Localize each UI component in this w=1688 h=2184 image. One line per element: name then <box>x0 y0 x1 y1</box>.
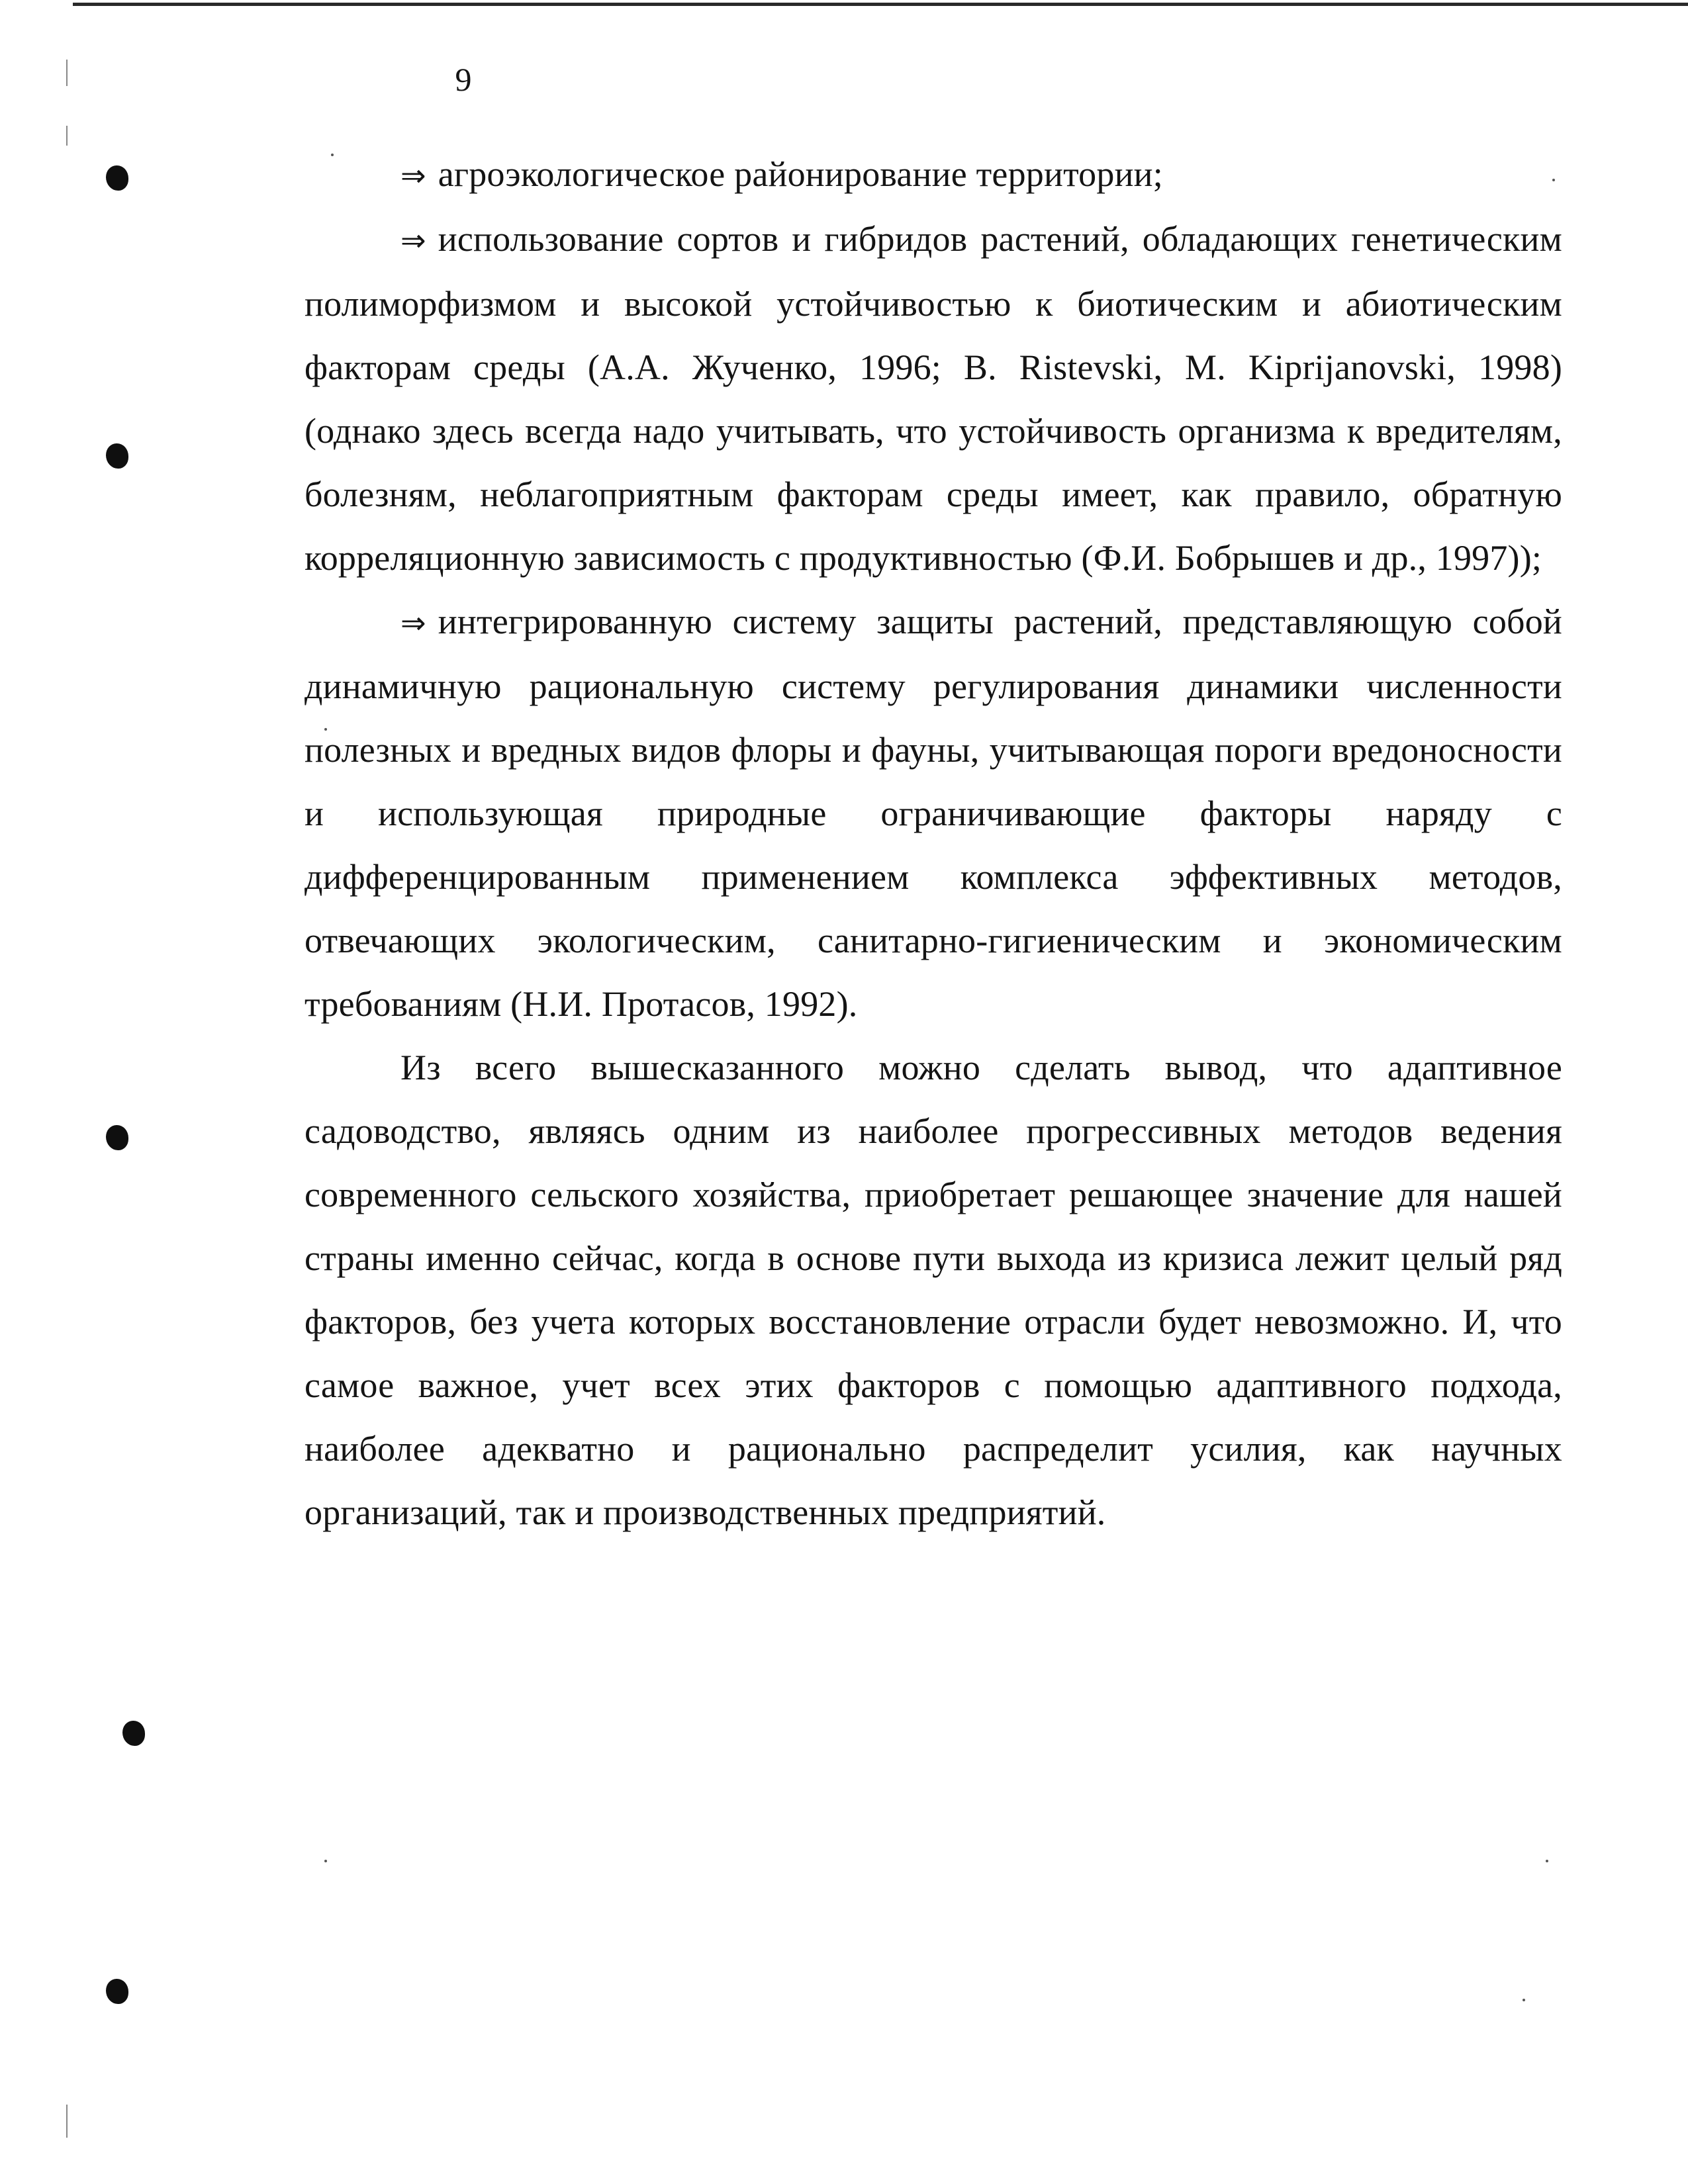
paragraph-text: агроэкологическое районирование территории; <box>438 154 1163 194</box>
double-arrow-icon: ⇒ <box>400 605 426 641</box>
conclusion-paragraph <box>305 1036 1562 1544</box>
punch-hole-mark <box>106 443 128 469</box>
punch-hole-mark <box>122 1721 145 1746</box>
margin-mark <box>66 2105 68 2138</box>
document-body <box>305 142 1562 1544</box>
margin-mark <box>66 126 68 146</box>
paragraph-text: интегрированную систему защиты растений, представляющую собой динамичную рациональную систему регулирования динамики численности полезных и вредных видов флоры и фауны, учитывающая пороги вредоносности и использующая природные ограничивающие факторы наряду с дифференцированным применением комплекса эффективных методов, отвечающих экологическим, санитарно-гигиеническим и экономическим требованиям (Н.И. Протасов, 1992). <box>305 602 1562 1024</box>
punch-hole-mark <box>106 1979 128 2004</box>
page-number <box>0 60 1688 99</box>
double-arrow-icon: ⇒ <box>400 222 426 258</box>
paragraph-text: использование сортов и гибридов растений, обладающих генетическим полиморфизмом и высокой устойчивостью к биотическим и абиотическим факторам среды (А.А. Жученко, 1996; B. Ristevski, M. Kiprijanovski, 1998) (однако здесь всегда надо учитывать, что устойчивость организма к вредителям, болезням, неблагоприятным факторам среды имеет, как правило, обратную корреляционную зависимость с продуктивностью (Ф.И. Бобрышев и др., 1997)); <box>305 219 1562 578</box>
bullet-paragraph <box>305 142 1562 207</box>
double-arrow-icon: ⇒ <box>400 158 426 193</box>
scan-speck <box>324 1860 327 1862</box>
punch-hole-mark <box>106 1125 128 1150</box>
page-number-text: 9 <box>455 61 472 98</box>
punch-hole-mark <box>106 165 128 191</box>
bullet-paragraph <box>305 590 1562 1036</box>
paragraph-text: Из всего вышесказанного можно сделать вывод, что адаптивное садоводство, являясь одним из наиболее прогрессивных методов ведения современного сельского хозяйства, приобретает решающее значение для нашей страны именно сейчас, когда в основе пути выхода из кризиса лежит целый ряд факторов, без учета которых восстановление отрасли будет невозможно. И, что самое важное, учет всех этих факторов с помощью адаптивного подхода, наиболее адекватно и рационально распределит усилия, как научных организаций, так и производственных предприятий. <box>305 1048 1562 1532</box>
scan-speck <box>1523 1999 1525 2001</box>
top-border-line <box>73 3 1688 6</box>
bullet-paragraph <box>305 207 1562 590</box>
scan-speck <box>1546 1860 1548 1862</box>
